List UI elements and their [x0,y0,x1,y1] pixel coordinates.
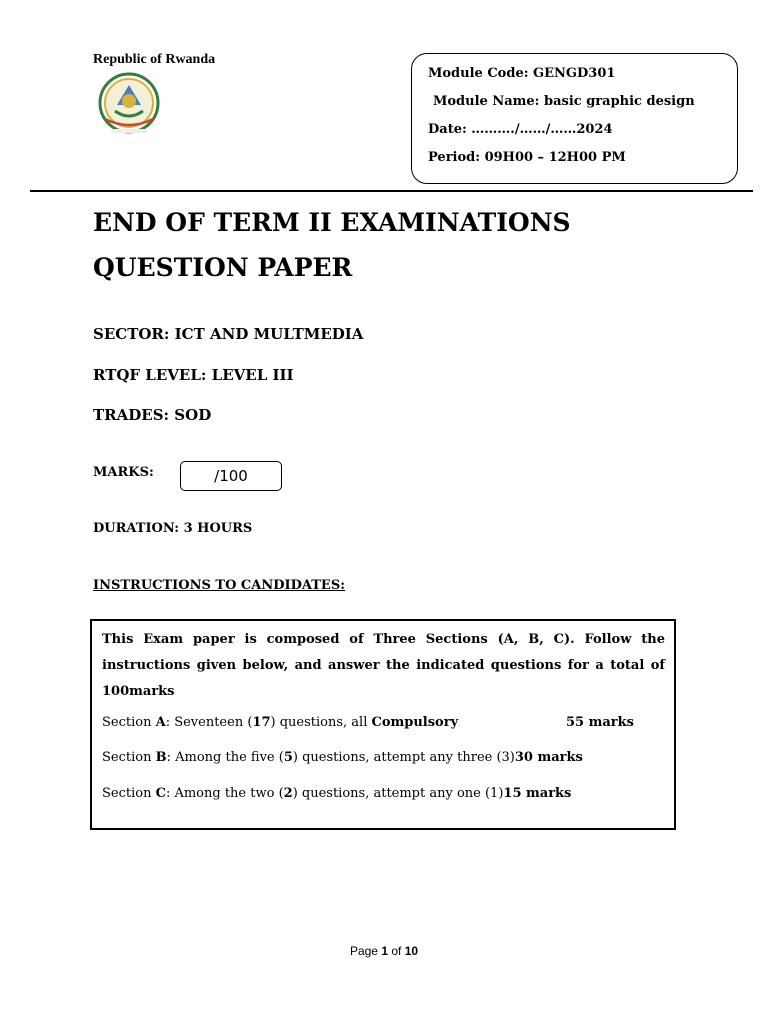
module-info-box [411,53,738,184]
page-title-line-2: QUESTION PAPER [93,253,353,282]
page-number: Page 1 of 10 [349,944,419,958]
exam-date: Date: ………./……/……2024 [428,122,613,137]
instructions-intro: This Exam paper is composed of Three Sections (A, B, C). Follow the instructions given below, and answer the indicated questions for a total of 100marks [102,632,665,699]
marks-label: MARKS: [93,465,154,480]
instructions-box [90,619,676,830]
country-name: Republic of Rwanda [93,52,216,67]
section-c-marks: 15 marks [503,786,572,801]
sector-label: SECTOR: ICT AND MULTMEDIA [93,325,364,343]
marks-box [180,461,282,491]
module-code: Module Code: GENGD301 [428,66,616,81]
rtqf-level-label: RTQF LEVEL: LEVEL III [93,366,294,384]
header-divider [30,190,753,192]
exam-period: Period: 09H00 – 12H00 PM [428,150,626,165]
duration-label: DURATION: 3 HOURS [93,521,253,536]
section-a-marks: 55 marks [566,715,634,730]
section-a-instruction: Section A: Seventeen (17) questions, all Compulsory [102,715,459,730]
instructions-heading: INSTRUCTIONS TO CANDIDATES: [93,578,346,593]
section-c-instruction: Section C: Among the two (2) questions, attempt any one (1)15 marks [102,786,572,801]
marks-value: /100 [214,467,248,485]
section-b-instruction: Section B: Among the five (5) questions, attempt any three (3)30 marks [102,750,583,765]
section-b-marks: 30 marks [514,750,583,765]
page-title-line-1: END OF TERM II EXAMINATIONS [93,208,571,237]
rwanda-emblem-icon [95,71,163,141]
trades-label: TRADES: SOD [93,406,212,424]
module-name: Module Name: basic graphic design [433,94,695,109]
